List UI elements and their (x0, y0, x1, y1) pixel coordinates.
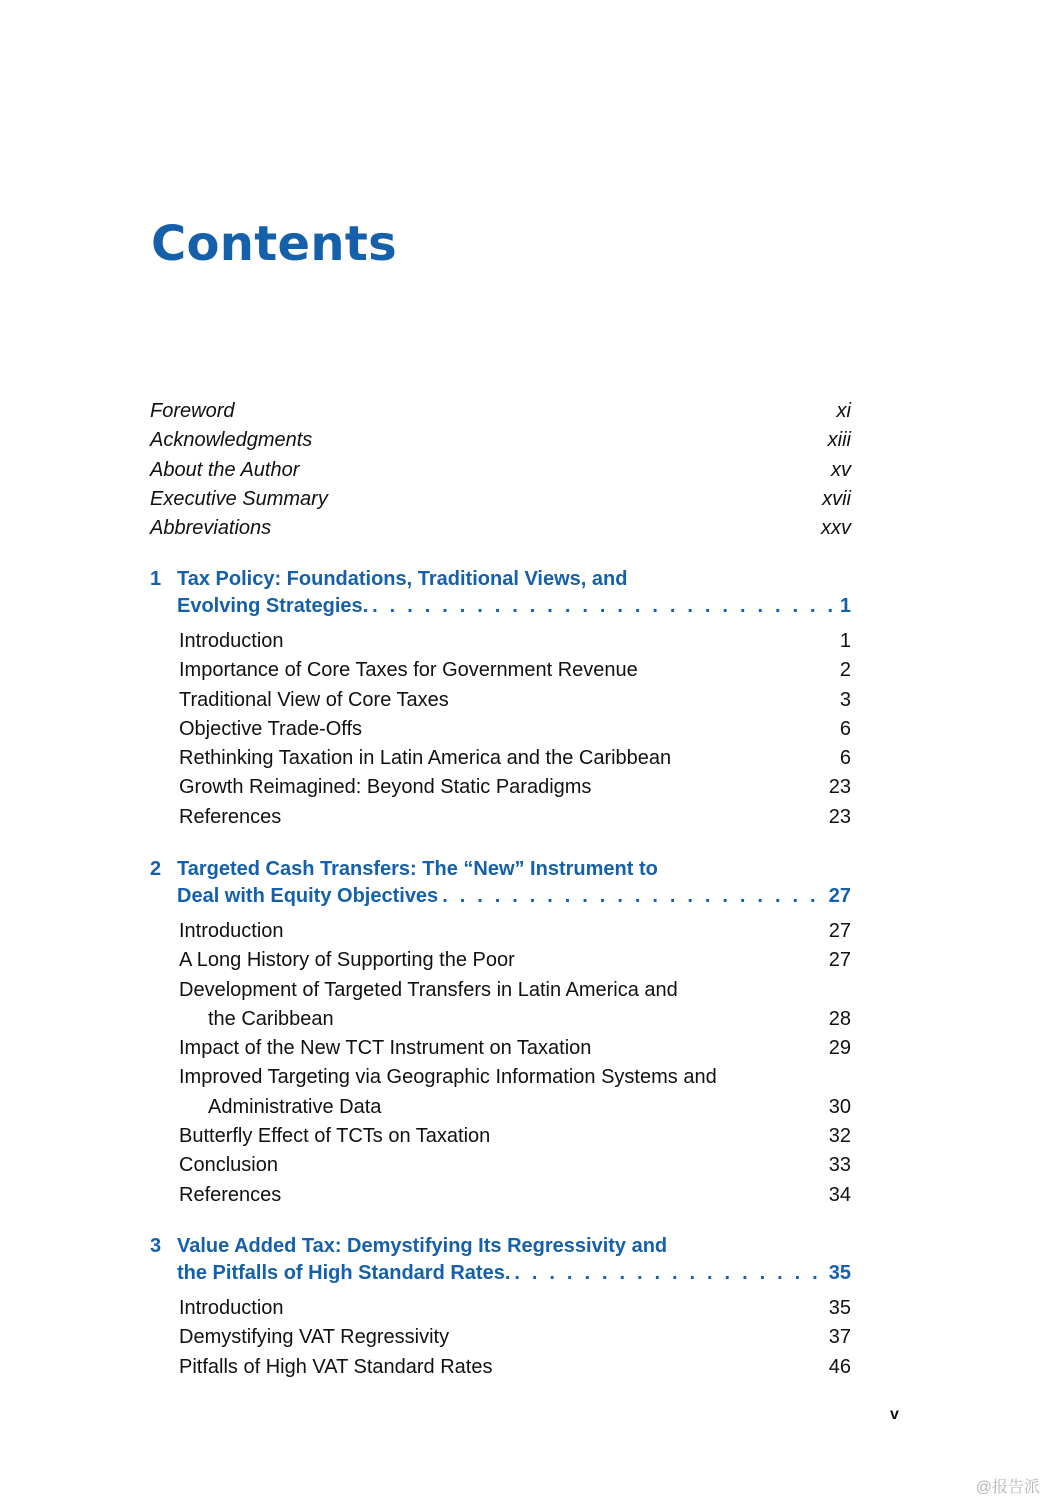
section-page: 37 (828, 1326, 851, 1349)
chapter-title-line1: Tax Policy: Foundations, Traditional Views, and (177, 568, 628, 590)
chapter-number: 1 (150, 568, 162, 590)
section-label: Rethinking Taxation in Latin America and the Caribbean (179, 747, 672, 770)
toc-entry-acknowledgments[interactable] (150, 426, 851, 455)
section-label: Importance of Core Taxes for Government Revenue (179, 659, 638, 682)
dot-leader (510, 1260, 828, 1287)
chapter-number: 3 (150, 1235, 162, 1257)
section-list (150, 917, 851, 1210)
toc-entry-about-author[interactable] (150, 456, 851, 485)
chapter-page: 35 (828, 1262, 851, 1284)
toc-section[interactable] (150, 744, 851, 773)
chapter-title-line1: Value Added Tax: Demystifying Its Regressivity and (177, 1235, 668, 1257)
toc-section[interactable] (150, 1151, 851, 1180)
toc-entry-page: xiii (827, 429, 851, 452)
dot-leader (368, 593, 840, 620)
chapter-page: 1 (839, 595, 851, 617)
section-label: Introduction (179, 630, 284, 652)
toc-section[interactable] (150, 1353, 851, 1382)
section-label: Traditional View of Core Taxes (179, 688, 449, 711)
toc-entry-label: Foreword (150, 400, 235, 422)
chapter-title-line1: Targeted Cash Transfers: The “New” Instrument to (177, 858, 658, 880)
page-title: Contents (151, 216, 397, 272)
section-label: Demystifying VAT Regressivity (179, 1326, 450, 1349)
section-label: A Long History of Supporting the Poor (179, 949, 515, 972)
section-page: 6 (839, 717, 851, 740)
toc-section[interactable] (150, 1063, 851, 1122)
chapter-heading[interactable] (150, 1233, 851, 1287)
toc-section[interactable] (150, 1323, 851, 1352)
toc-entry-page: xi (836, 400, 851, 422)
section-page: 30 (828, 1095, 851, 1118)
section-page: 27 (828, 949, 851, 972)
section-page: 23 (828, 805, 851, 828)
section-page: 27 (828, 920, 851, 942)
toc-section[interactable] (150, 656, 851, 685)
toc-section[interactable] (150, 1034, 851, 1063)
toc-entry-page: xv (831, 458, 851, 481)
section-page: 29 (828, 1037, 851, 1060)
section-label: Butterfly Effect of TCTs on Taxation (179, 1125, 491, 1148)
section-label-continued: the Caribbean (208, 1007, 334, 1030)
toc-section[interactable] (150, 1181, 851, 1210)
toc-entry-foreword[interactable] (150, 397, 851, 426)
dot-leader (438, 883, 829, 910)
section-label: References (179, 805, 282, 828)
chapter-title-line2: Evolving Strategies. (177, 595, 369, 617)
chapter-title-line2: Deal with Equity Objectives (177, 885, 439, 907)
section-page: 33 (828, 1154, 851, 1177)
toc-entry-label: About the Author (150, 458, 300, 481)
chapter-heading[interactable] (150, 856, 851, 910)
toc-section[interactable] (150, 686, 851, 715)
toc-entry-label: Executive Summary (150, 487, 328, 510)
toc-entry-label: Acknowledgments (150, 429, 313, 452)
toc-entry-executive-summary[interactable] (150, 485, 851, 514)
chapter-number: 2 (150, 858, 162, 880)
section-label-continued: Administrative Data (208, 1095, 382, 1118)
chapter-1 (150, 566, 851, 832)
toc-entry-label: Abbreviations (150, 517, 272, 540)
toc-section[interactable] (150, 976, 851, 1035)
chapter-3 (150, 1233, 851, 1382)
toc-entry-page: xvii (822, 487, 851, 510)
section-label: Growth Reimagined: Beyond Static Paradigms (179, 776, 592, 799)
page-number: v (890, 1406, 899, 1423)
toc-section[interactable] (150, 803, 851, 832)
section-label: Conclusion (179, 1154, 278, 1177)
section-page: 32 (828, 1125, 851, 1148)
section-label: Improved Targeting via Geographic Information Systems and (179, 1066, 717, 1089)
section-page: 1 (839, 630, 851, 652)
front-matter-list (150, 397, 851, 543)
toc-section[interactable] (150, 627, 851, 656)
section-page: 35 (828, 1297, 851, 1319)
section-label: Impact of the New TCT Instrument on Taxation (179, 1037, 592, 1060)
section-label: Introduction (179, 920, 284, 942)
toc-entry-abbreviations[interactable] (150, 514, 851, 543)
section-page: 28 (828, 1007, 851, 1030)
section-page: 34 (828, 1183, 851, 1206)
section-label: References (179, 1183, 282, 1206)
toc-section[interactable] (150, 917, 851, 946)
chapter-title-line2: the Pitfalls of High Standard Rates. (177, 1262, 511, 1284)
section-label: Objective Trade-Offs (179, 717, 363, 740)
section-page: 2 (839, 659, 851, 682)
section-page: 23 (828, 776, 851, 799)
toc-section[interactable] (150, 946, 851, 975)
chapter-heading[interactable] (150, 566, 851, 620)
section-label: Pitfalls of High VAT Standard Rates (179, 1355, 493, 1378)
chapter-page: 27 (828, 885, 851, 907)
toc-section[interactable] (150, 715, 851, 744)
toc-section[interactable] (150, 773, 851, 802)
chapter-2 (150, 856, 851, 1210)
section-page: 46 (828, 1355, 851, 1378)
toc-entry-page: xxv (821, 517, 851, 540)
section-label: Introduction (179, 1297, 284, 1319)
section-label: Development of Targeted Transfers in Latin America and (179, 978, 678, 1001)
toc-section[interactable] (150, 1122, 851, 1151)
section-page: 6 (839, 747, 851, 770)
toc-section[interactable] (150, 1294, 851, 1323)
section-page: 3 (839, 688, 851, 711)
section-list (150, 627, 851, 832)
watermark: @报告派 (975, 1479, 1040, 1496)
section-list (150, 1294, 851, 1382)
